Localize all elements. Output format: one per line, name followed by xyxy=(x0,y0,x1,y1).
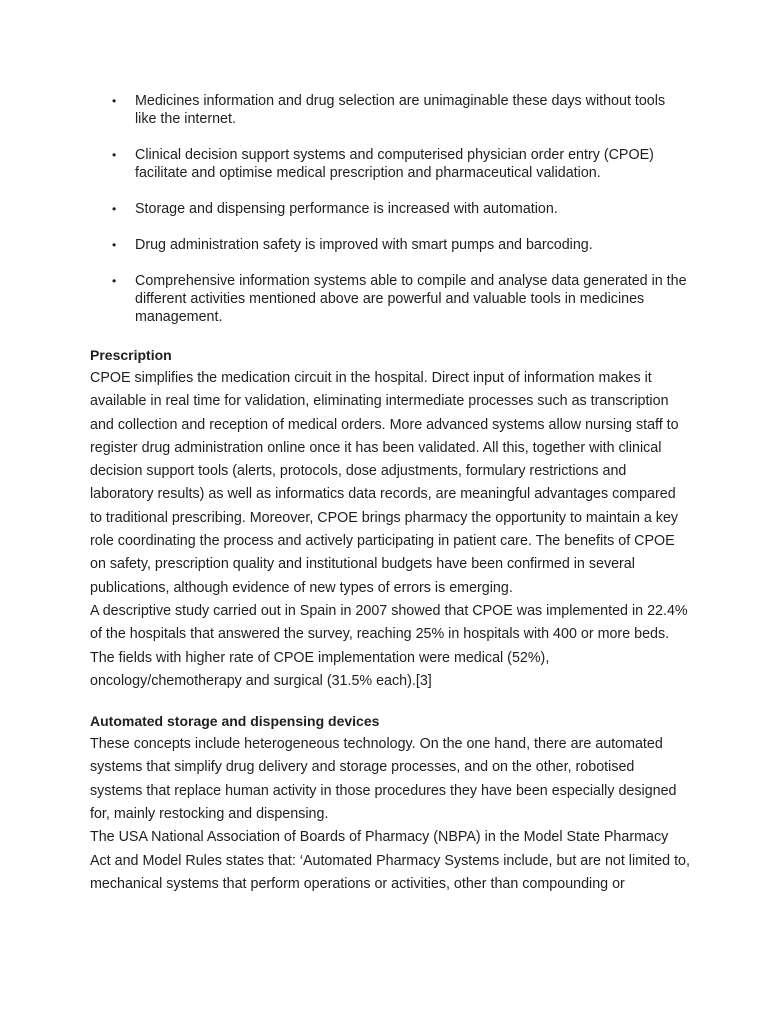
list-item xyxy=(90,236,690,254)
prescription-paragraph-1: CPOE simplifies the medication circuit in the hospital. Direct input of information makes it available in real time for validation, eliminating intermediate processes such as transcription and collection and reception of medical orders. More advanced systems allow nursing staff to register drug administration online once it has been validated. All this, together with clinical decision support tools (alerts, protocols, dose adjustments, formulary restrictions and laboratory results) as well as informatics data records, are meaningful advantages compared to traditional prescribing. Moreover, CPOE brings pharmacy the opportunity to maintain a key role coordinating the process and actively participating in patient care. The benefits of CPOE on safety, prescription quality and institutional budgets have been confirmed in several publications, although evidence of new types of errors is emerging. xyxy=(90,370,679,596)
automated-heading: Automated storage and dispensing devices xyxy=(90,713,380,730)
section-spacer xyxy=(90,693,690,710)
list-item xyxy=(90,200,690,218)
list-item xyxy=(90,272,690,326)
list-item xyxy=(90,146,690,182)
automated-paragraph-1: These concepts include heterogeneous technology. On the one hand, there are automated systems that simplify drug delivery and storage processes, and on the other, robotised systems that replace human activity in those procedures they have been especially designed for, mainly restocking and dispensing. xyxy=(90,736,677,823)
list-item-text: Medicines information and drug selection are unimaginable these days without tools like the internet. xyxy=(135,93,666,127)
prescription-heading: Prescription xyxy=(90,347,172,363)
automated-paragraph-2: The USA National Association of Boards of Pharmacy (NBPA) in the Model State Pharmacy Act and Model Rules states that: ‘Automated Pharmacy Systems include, but are not limited to, mechanical systems that perform operations or activities, other than compounding or xyxy=(90,829,690,892)
list-item-text: Clinical decision support systems and computerised physician order entry (CPOE) facilitate and optimise medical prescription and pharmaceutical validation. xyxy=(135,147,654,181)
bullet-icon: • xyxy=(112,148,117,162)
bullet-icon: • xyxy=(112,274,117,288)
bullet-icon: • xyxy=(112,238,117,252)
document-page xyxy=(90,92,690,896)
list-item-text: Comprehensive information systems able to compile and analyse data generated in the different activities mentioned above are powerful and valuable tools in medicines management. xyxy=(135,273,687,325)
benefits-list xyxy=(90,92,690,326)
prescription-paragraph-2: A descriptive study carried out in Spain in 2007 showed that CPOE was implemented in 22.4% of the hospitals that answered the survey, reaching 25% in hospitals with 400 or more beds. The fields with higher rate of CPOE implementation were medical (52%), oncology/chemotherapy and surgical (31.5% each).[3] xyxy=(90,602,688,689)
list-item-text: Storage and dispensing performance is increased with automation. xyxy=(135,201,558,217)
list-item-text: Drug administration safety is improved with smart pumps and barcoding. xyxy=(135,237,593,253)
list-item xyxy=(90,92,690,128)
bullet-icon: • xyxy=(112,202,117,216)
bullet-icon: • xyxy=(112,94,117,108)
